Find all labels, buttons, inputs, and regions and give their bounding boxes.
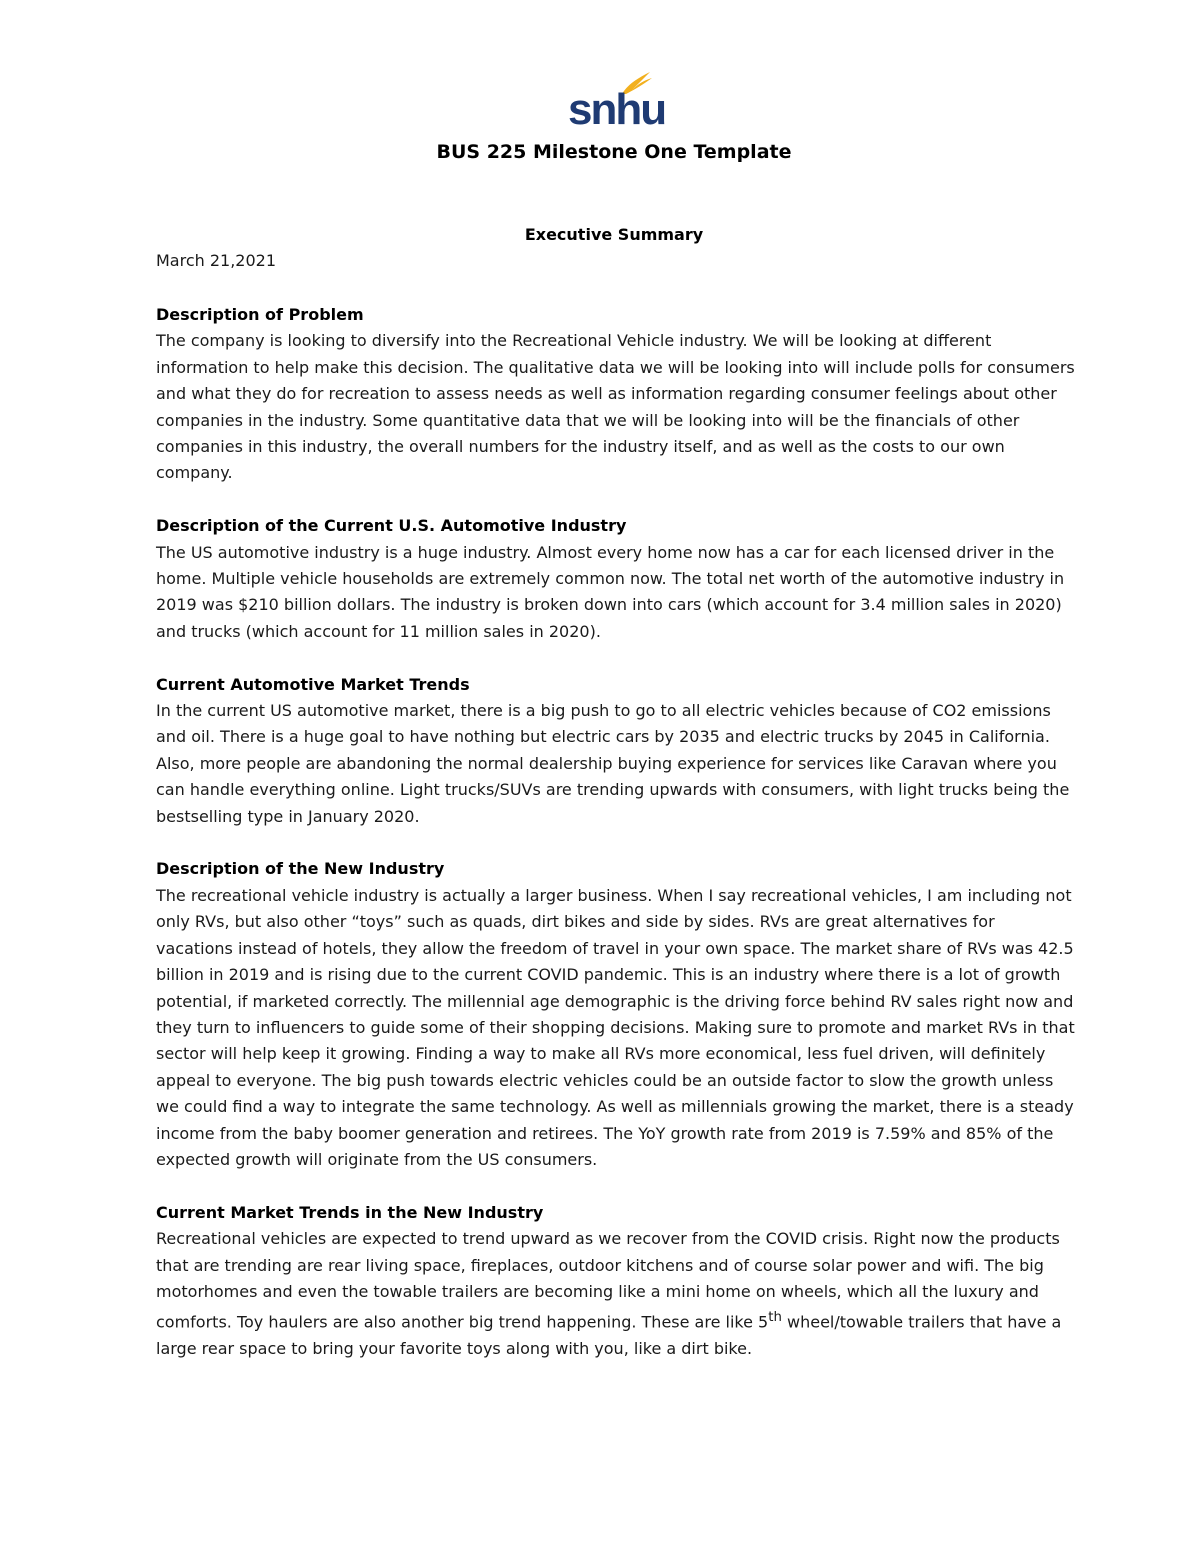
section-problem (156, 302, 1076, 487)
document-date: March 21,2021 (156, 251, 277, 270)
section-heading: Description of the Current U.S. Automotive Industry (156, 516, 627, 536)
document-body (156, 302, 1076, 1389)
section-body: In the current US automotive market, there is a big push to go to all electric vehicles because of CO2 emissions and oil. There is a huge goal to have nothing but electric cars by 2035 and electric trucks by 2045 in California. Also, more people are abandoning the normal dealership buying experience for services like Caravan where you can handle everything online. Light trucks/SUVs are trending upwards with consumers, with light trucks being the bestselling type in January 2020. (156, 701, 1070, 826)
logo-text: snhu (568, 85, 666, 134)
section-body (156, 1226, 1076, 1362)
section-new-industry-trends (156, 1200, 1076, 1363)
section-body: The recreational vehicle industry is actually a larger business. When I say recreational vehicles, I am including not only RVs, but also other “toys” such as quads, dirt bikes and side by sides. RVs are great alternatives for vacations instead of hotels, they allow the freedom of travel in your own space. The market share of RVs was 42.5 billion in 2019 and is rising due to the current COVID pandemic. This is an industry where there is a lot of growth potential, if marketed correctly. The millennial age demographic is the driving force behind RV sales right now and they turn to influencers to guide some of their shopping decisions. Making sure to promote and market RVs in that sector will help keep it growing. Finding a way to make all RVs more economical, less fuel driven, will definitely appeal to everyone. The big push towards electric vehicles could be an outside factor to slow the growth unless we could find a way to integrate the same technology. As well as millennials growing the market, there is a steady income from the baby boomer generation and retirees. The YoY growth rate from 2019 is 7.59% and 85% of the expected growth will originate from the US consumers. (156, 885, 1075, 1169)
section-body-part: wheel/towable trailers that have a large rear space to bring your favorite toys along with you, like a dirt bike. (156, 1312, 1062, 1359)
document-title: BUS 225 Milestone One Template (436, 141, 792, 163)
superscript: th (768, 1310, 782, 1326)
section-body: The US automotive industry is a huge industry. Almost every home now has a car for each licensed driver in the home. Multiple vehicle households are extremely common now. The total net worth of the automotive industry in 2019 was $210 billion dollars. The industry is broken down into cars (which account for 3.4 million sales in 2020) and trucks (which account for 11 million sales in 2020). (156, 542, 1065, 641)
section-body: The company is looking to diversify into the Recreational Vehicle industry. We will be looking at different information to help make this decision. The qualitative data we will be looking into will include polls for consumers and what they do for recreation to assess needs as well as information regarding consumer feelings about other companies in the industry. Some quantitative data that we will be looking into will be the financials of other companies in this industry, the overall numbers for the industry itself, and as well as the costs to our own company. (156, 331, 1075, 483)
section-heading: Description of Problem (156, 305, 364, 324)
section-new-industry (156, 856, 1076, 1173)
executive-summary-heading: Executive Summary (524, 225, 704, 244)
section-current-industry (156, 513, 1076, 645)
section-heading: Description of the New Industry (156, 859, 445, 879)
section-automotive-trends (156, 672, 1076, 830)
section-heading: Current Automotive Market Trends (156, 674, 470, 694)
section-body-part: Recreational vehicles are expected to trend upward as we recover from the COVID crisis. Right now the products that are trending are rear living space, fireplaces, outdoor kitchens and of course solar power and wifi. The big motorhomes and even the towable trailers are becoming like a mini home on wheels, which all the luxury and comforts. Toy haulers are also another big trend happening. These are like 5 (156, 1229, 1060, 1332)
section-heading: Current Market Trends in the New Industry (156, 1202, 544, 1222)
snhu-logo (568, 70, 668, 134)
